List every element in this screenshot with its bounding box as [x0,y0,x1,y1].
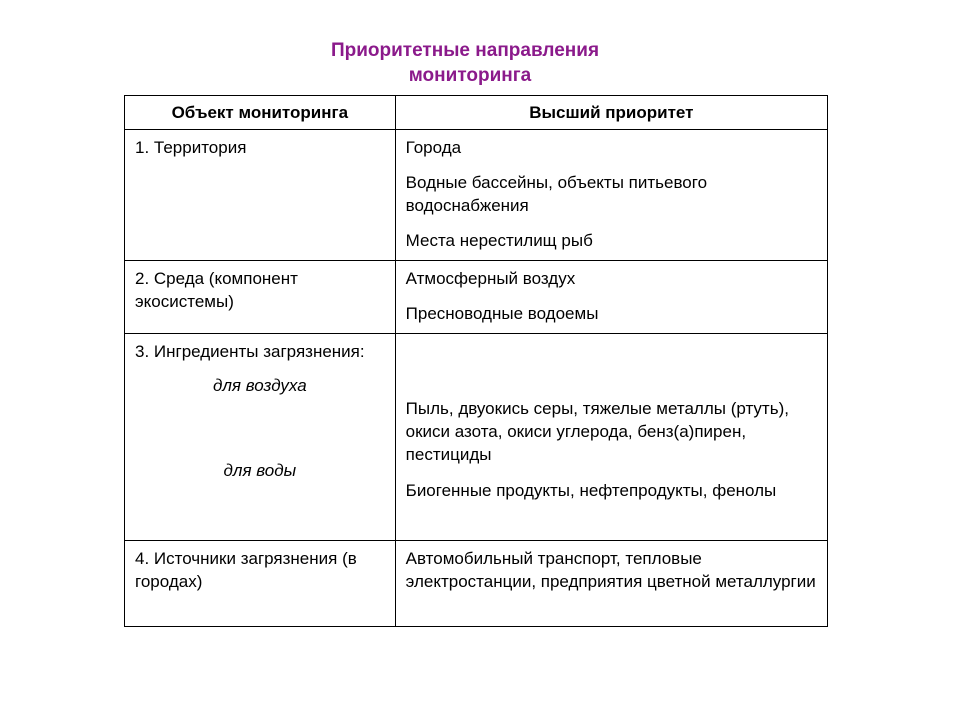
priority-text: Водные бассейны, объекты питьевого водоснабжения [405,173,708,215]
object-cell [125,541,396,627]
priority-text-water: Биогенные продукты, нефтепродукты, фенолы [405,481,777,500]
priority-cell [395,130,827,261]
object-text: 3. Ингредиенты загрязнения: [135,342,365,361]
table-header-row [125,96,828,130]
priority-text-air: Пыль, двуокись серы, тяжелые металлы (ртуть), окиси азота, окиси углерода, бенз(а)пирен, пестициды [405,399,789,464]
table-row [125,334,828,541]
title-line-1: Приоритетные направления [330,40,600,61]
page-title [0,38,930,88]
title-line-2: мониторинга [408,65,532,86]
table-row [125,130,828,261]
priority-cell [395,261,827,334]
object-text: 4. Источники загрязнения (в городах) [135,549,357,591]
priority-text: Атмосферный воздух [405,269,576,288]
object-cell [125,334,396,541]
priority-text: Пресноводные водоемы [405,304,599,323]
table-row [125,261,828,334]
object-cell [125,261,396,334]
priority-text: Автомобильный транспорт, тепловые электростанции, предприятия цветной металлургии [405,549,816,591]
priority-text: Города [405,138,462,157]
priority-cell [395,334,827,541]
priority-cell [395,541,827,627]
sub-label-water: для воды [223,461,297,480]
table-row [125,541,828,627]
header-object: Объект мониторинга [125,96,396,130]
object-text: 1. Территория [135,138,247,157]
header-priority: Высший приоритет [395,96,827,130]
sub-label-air: для воздуха [212,376,307,395]
monitoring-priority-table [124,95,828,627]
priority-text: Места нерестилищ рыб [405,231,593,250]
object-cell [125,130,396,261]
object-text: 2. Среда (компонент экосистемы) [135,269,298,311]
